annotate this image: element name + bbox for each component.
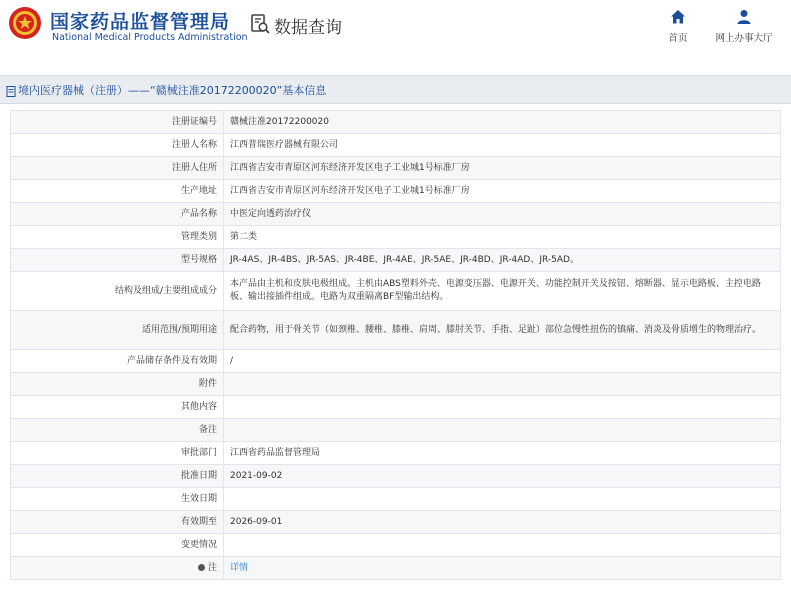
field-label: 生效日期 <box>11 488 224 511</box>
section-title: 数据查询 <box>274 18 342 38</box>
details-link[interactable]: 详情 <box>230 562 249 573</box>
field-label: 管理类别 <box>11 226 224 249</box>
table-row <box>11 111 781 134</box>
table-row <box>11 350 781 373</box>
table-row <box>11 272 781 311</box>
field-value <box>224 373 781 396</box>
field-value: 江西省吉安市青原区河东经济开发区电子工业城1号标准厂房 <box>224 157 781 180</box>
field-label: 注册证编号 <box>11 111 224 134</box>
nav-online-hall-label: 网上办事大厅 <box>715 33 773 44</box>
field-label: 有效期至 <box>11 511 224 534</box>
field-label: 附件 <box>11 373 224 396</box>
emblem-logo-icon <box>8 6 42 40</box>
site-subtitle: National Medical Products Administration <box>52 32 248 43</box>
table-row <box>11 534 781 557</box>
field-value: / <box>224 350 781 373</box>
breadcrumb <box>6 82 326 98</box>
detail-table-body <box>11 111 781 580</box>
table-row <box>11 465 781 488</box>
table-row <box>11 134 781 157</box>
field-label: 生产地址 <box>11 180 224 203</box>
site-title: 国家药品监督管理局 <box>50 11 231 33</box>
table-row <box>11 249 781 272</box>
nav-home[interactable] <box>664 9 692 44</box>
field-value: JR-4AS、JR-4BS、JR-5AS、JR-4BE、JR-4AE、JR-5AE、JR-4BD、JR-4AD、JR-5AD。 <box>224 249 781 272</box>
nav-online-hall[interactable] <box>713 9 775 44</box>
field-value: 2021-09-02 <box>224 465 781 488</box>
table-row <box>11 419 781 442</box>
field-label: 注册人住所 <box>11 157 224 180</box>
info-icon <box>198 564 205 571</box>
field-value <box>224 534 781 557</box>
field-value: 江西普瑞医疗器械有限公司 <box>224 134 781 157</box>
field-value: 2026-09-01 <box>224 511 781 534</box>
field-value: 第二类 <box>224 226 781 249</box>
table-row <box>11 180 781 203</box>
note-value-cell <box>224 557 781 580</box>
field-label: 型号规格 <box>11 249 224 272</box>
field-label: 备注 <box>11 419 224 442</box>
user-icon <box>736 9 752 25</box>
field-value <box>224 488 781 511</box>
table-row-note <box>11 557 781 580</box>
note-label: 注 <box>207 562 217 573</box>
detail-table <box>10 110 781 580</box>
note-label-cell <box>11 557 224 580</box>
field-value <box>224 419 781 442</box>
field-label: 注册人名称 <box>11 134 224 157</box>
field-label: 审批部门 <box>11 442 224 465</box>
document-icon <box>6 86 16 97</box>
breadcrumb-text: 境内医疗器械（注册）——“赣械注准20172200020”基本信息 <box>18 84 327 97</box>
table-row <box>11 442 781 465</box>
site-header <box>0 0 791 72</box>
home-icon <box>670 9 686 25</box>
table-row <box>11 311 781 350</box>
field-label: 适用范围/预期用途 <box>11 311 224 350</box>
field-label: 批准日期 <box>11 465 224 488</box>
field-value: 配合药物，用于骨关节（如颈椎、腰椎、膝椎、肩周、膝肘关节、手指、足趾）部位急慢性扭伤的镇痛、消炎及骨质增生的物理治疗。 <box>224 311 781 350</box>
field-label: 其他内容 <box>11 396 224 419</box>
field-label: 产品储存条件及有效期 <box>11 350 224 373</box>
table-row <box>11 373 781 396</box>
table-row <box>11 203 781 226</box>
nav-home-label: 首页 <box>668 33 688 44</box>
table-row <box>11 157 781 180</box>
field-label: 变更情况 <box>11 534 224 557</box>
field-value: 江西省吉安市青原区河东经济开发区电子工业城1号标准厂房 <box>224 180 781 203</box>
field-value <box>224 396 781 419</box>
breadcrumb-bar <box>0 75 791 104</box>
data-search-icon <box>249 13 271 35</box>
field-value: 本产品由主机和皮肤电极组成。主机由ABS塑料外壳、电源变压器、电源开关、功能控制开关及按钮、熔断器、显示电路板、主控电路板、输出接插件组成。电路为双重隔离BF型输出结构。 <box>224 272 781 311</box>
table-row <box>11 226 781 249</box>
field-value: 江西省药品监督管理局 <box>224 442 781 465</box>
field-label: 结构及组成/主要组成成分 <box>11 272 224 311</box>
field-value: 赣械注准20172200020 <box>224 111 781 134</box>
field-value: 中医定向透药治疗仪 <box>224 203 781 226</box>
table-row <box>11 396 781 419</box>
field-label: 产品名称 <box>11 203 224 226</box>
table-row <box>11 511 781 534</box>
table-row <box>11 488 781 511</box>
